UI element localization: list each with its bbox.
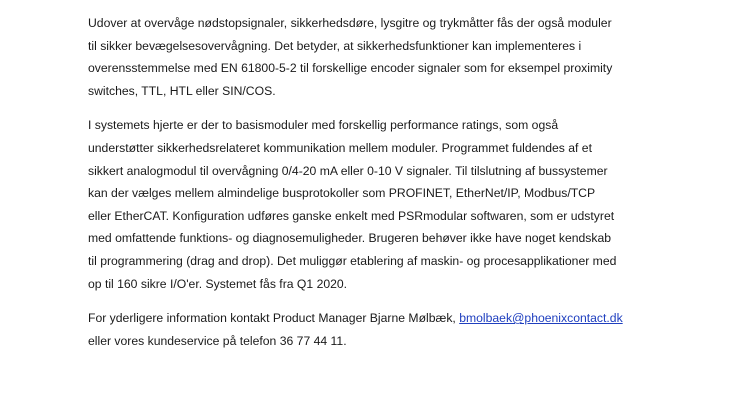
contact-text: For yderligere information kontakt Product Manager Bjarne Mølbæk, [88, 311, 460, 326]
document-body [88, 12, 648, 364]
contact-line [88, 307, 648, 330]
paragraph-system-core [88, 114, 648, 295]
text-line: op til 160 sikre I/O'er. Systemet fås fra Q1 2020. [88, 276, 348, 291]
text-line: til sikker bevægelsesovervågning. Det betyder, at sikkerhedsfunktioner kan implementeres i [88, 38, 582, 53]
paragraph-contact [88, 307, 648, 352]
text-line: eller vores kundeservice på telefon 36 77 44 11. [88, 333, 347, 348]
text-line: Udover at overvåge nødstopsignaler, sikkerhedsdøre, lysgitre og trykmåtter fås der også moduler [88, 16, 612, 30]
text-line: switches, TTL, HTL eller SIN/COS. [88, 83, 276, 98]
text-line: sikkert analogmodul til overvågning 0/4-20 mA eller 0-10 V signaler. Til tilslutning af bussystemer [88, 163, 608, 178]
paragraph-safe-motion [88, 12, 648, 102]
text-line: overensstemmelse med EN 61800-5-2 til forskellige encoder signaler som for eksempel proximity [88, 61, 613, 76]
text-line: med omfattende funktions- og diagnosemuligheder. Brugeren behøver ikke have noget kendskab [88, 231, 612, 246]
text-line: understøtter sikkerhedsrelateret kommunikation mellem moduler. Programmet fuldendes af et [88, 140, 592, 155]
text-line: til programmering (drag and drop). Det muliggør etablering af maskin- og procesapplikationer med [88, 253, 617, 268]
text-line: eller EtherCAT. Konfiguration udføres ganske enkelt med PSRmodular softwaren, som er udstyret [88, 208, 615, 223]
email-link[interactable]: bmolbaek@phoenixcontact.dk [459, 311, 623, 326]
text-line: kan der vælges mellem almindelige busprotokoller som PROFINET, EtherNet/IP, Modbus/TCP [88, 186, 596, 201]
text-line: I systemets hjerte er der to basismoduler med forskellig performance ratings, som også [88, 118, 559, 133]
